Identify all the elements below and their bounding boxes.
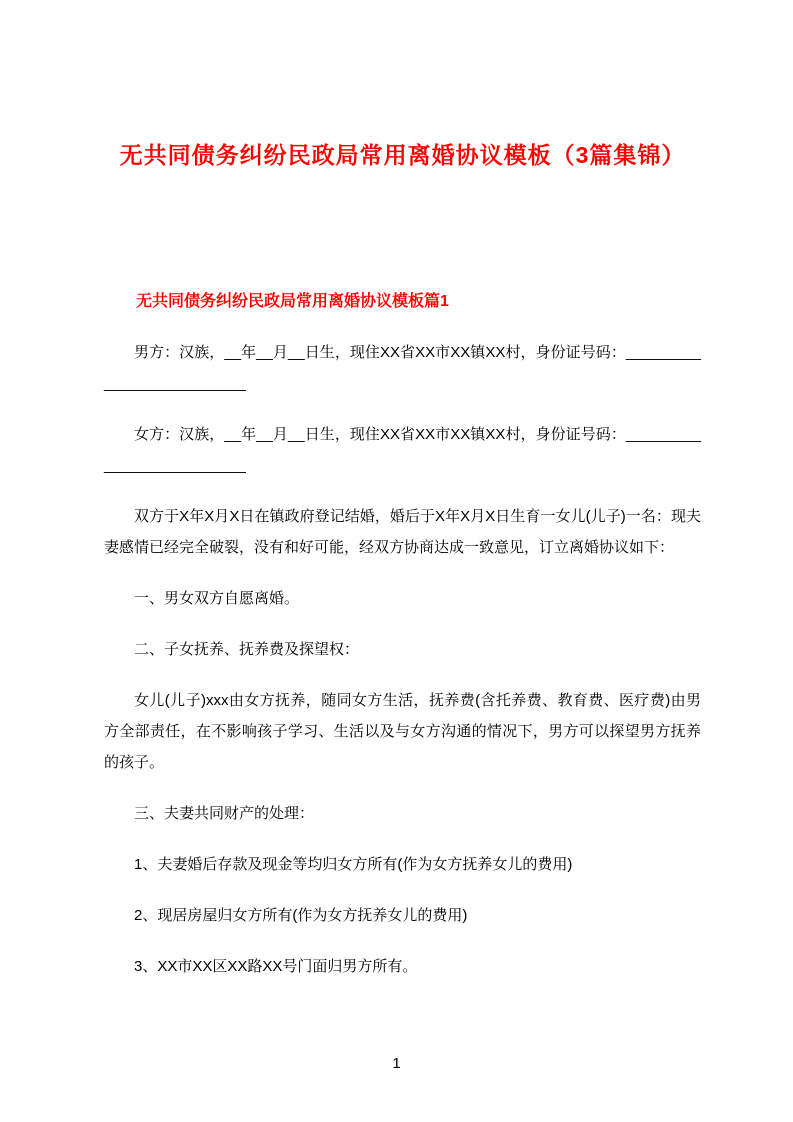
paragraph-property-item-2: 2、现居房屋归女方所有(作为女方抚养女儿的费用) <box>134 907 468 924</box>
paragraph-custody-detail: 女儿(儿子)xxx由女方抚养，随同女方生活，抚养费(含托养费、教育费、医疗费)由男方全部责任，在不影响孩子学习、生活以及与女方沟通的情况下，男方可以探望男方抚养的孩子。 <box>104 692 701 771</box>
paragraph-clause-1: 一、男女双方自愿离婚。 <box>134 590 300 607</box>
paragraph-male-party: 男方：汉族，__年__月__日生，现住XX省XX市XX镇XX村，身份证号码：__________________________ <box>104 344 701 392</box>
paragraph-property-item-1: 1、夫妻婚后存款及现金等均归女方所有(作为女方抚养女儿的费用) <box>134 856 573 873</box>
paragraph-clause-2: 二、子女抚养、抚养费及探望权： <box>134 641 360 658</box>
paragraph-clause-3: 三、夫妻共同财产的处理： <box>134 805 315 822</box>
paragraph-property-item-3: 3、XX市XX区XX路XX号门面归男方所有。 <box>134 958 418 975</box>
document-title: 无共同债务纠纷民政局常用离婚协议模板（3篇集锦） <box>119 142 686 168</box>
paragraph-preamble: 双方于X年X月X日在镇政府登记结婚，婚后于X年X月X日生育一女儿(儿子)一名：现夫妻感情已经完全破裂，没有和好可能，经双方协商达成一致意见，订立离婚协议如下： <box>104 508 701 556</box>
page-number: 1 <box>392 1055 401 1072</box>
paragraph-female-party: 女方：汉族，__年__月__日生，现住XX省XX市XX镇XX村，身份证号码：__________________________ <box>104 426 701 474</box>
section-heading: 无共同债务纠纷民政局常用离婚协议模板篇1 <box>136 293 449 310</box>
